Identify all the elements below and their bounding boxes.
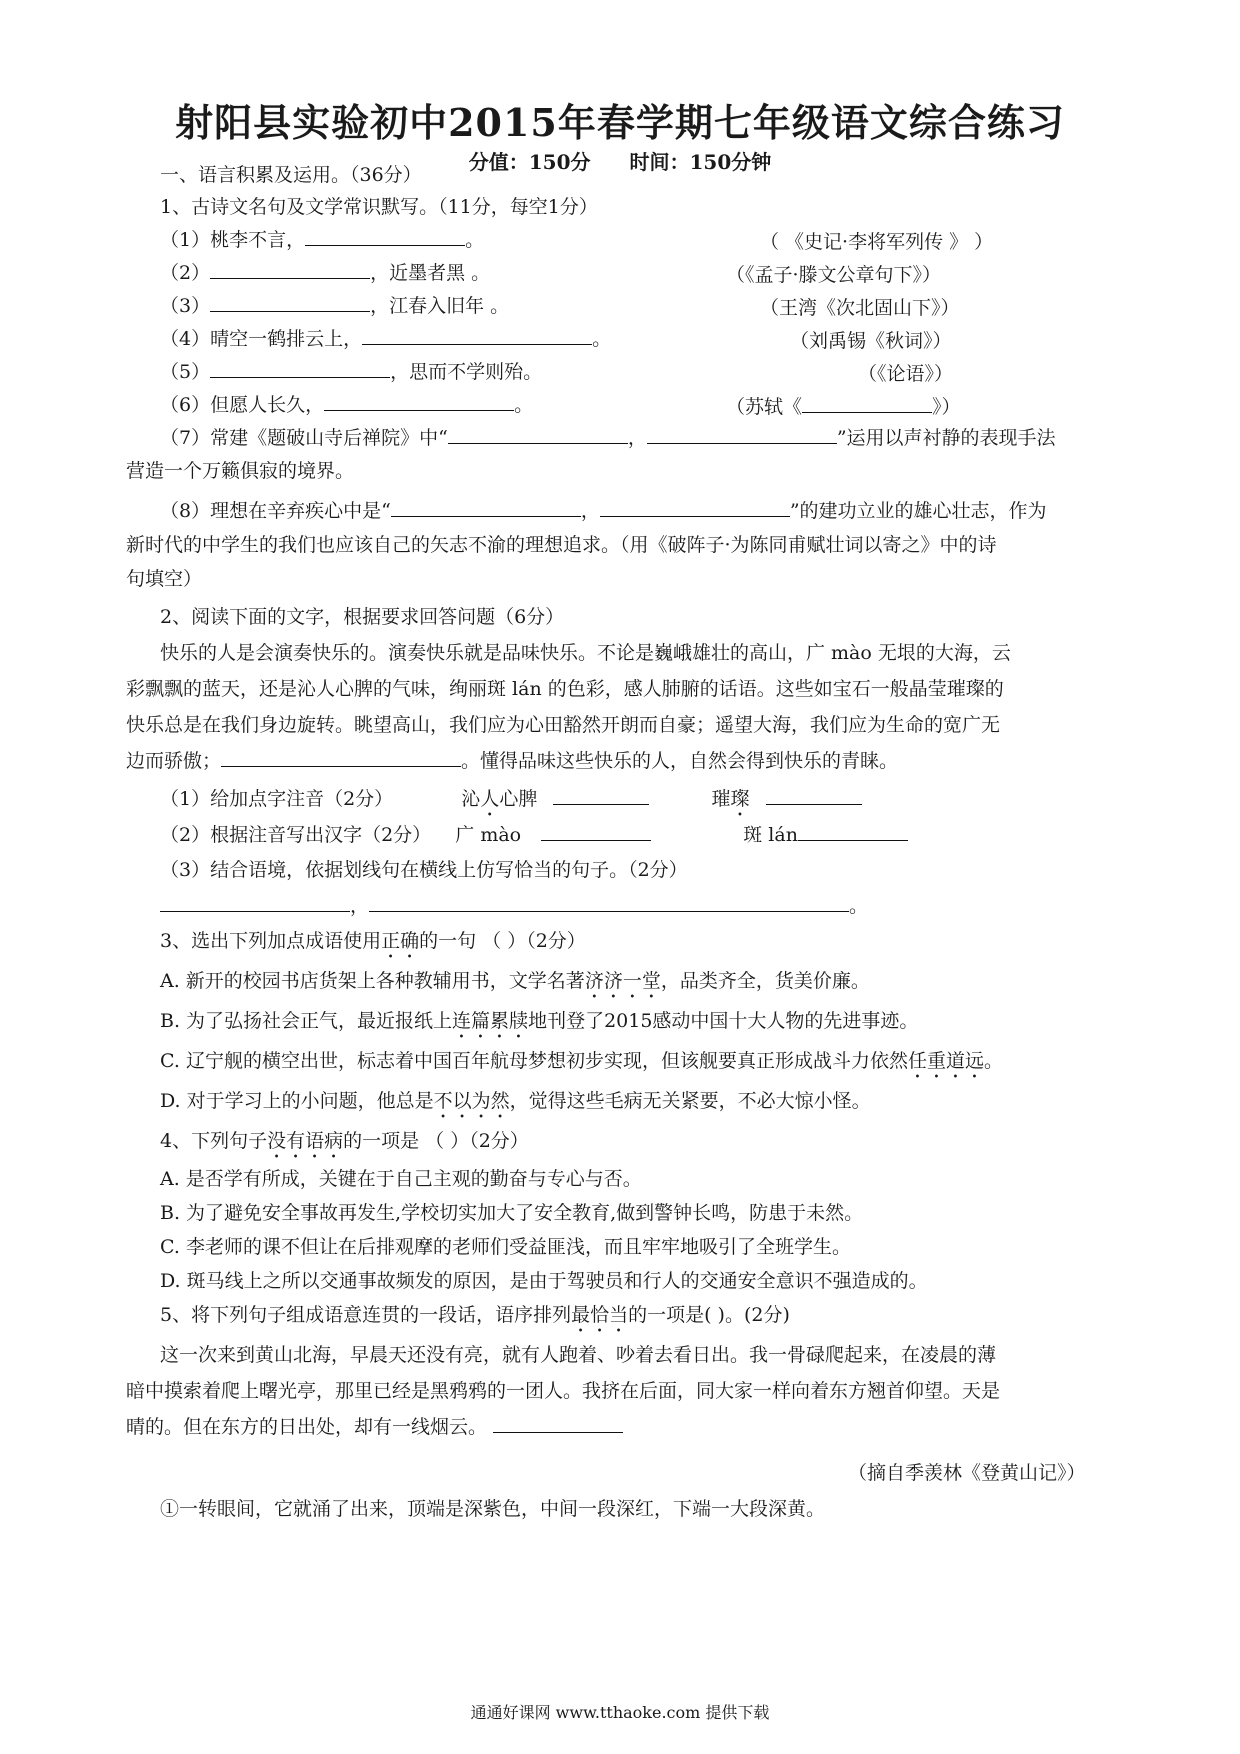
- q3-option-d[interactable]: D. 对于学习上的小问题，他总是不以为然，觉得这些毛病无关紧要，不必大惊小怪。: [160, 1090, 871, 1112]
- answer-blank[interactable]: [160, 893, 350, 912]
- q5-passage-line: 这一次来到黄山北海，早晨天还没有亮，就有人跑着、吵着去看日出。我一骨碌爬起来，在凌晨的薄: [160, 1344, 997, 1366]
- q2-passage-line: 彩飘飘的蓝天，还是沁人心脾的气味，绚丽斑 lán 的色彩，感人肺腑的话语。这些如宝石一般晶莹璀璨的: [126, 678, 1004, 700]
- answer-blank[interactable]: [221, 748, 461, 767]
- footer-credit: 通通好课网 www.tthaoke.com 提供下载: [470, 1703, 770, 1722]
- q3-option-c[interactable]: C. 辽宁舰的横空出世，标志着中国百年航母梦想初步实现，但该舰要真正形成战斗力依然任重道远。: [160, 1050, 1003, 1072]
- answer-blank[interactable]: [553, 786, 649, 805]
- score-label: 分值：150分: [468, 150, 591, 174]
- q1-source-6: （苏轼《 》）: [726, 396, 961, 418]
- q5-passage-line: 暗中摸索着爬上曙光亭，那里已经是黑鸦鸦的一团人。我挤在后面，同大家一样向着东方翘首仰望。天是: [126, 1380, 1001, 1402]
- q1-line-7-cont: 营造一个万籁俱寂的境界。: [126, 460, 355, 482]
- q1-source-4: （刘禹锡《秋词》）: [790, 330, 952, 352]
- q1-source-2: （《孟子·滕文公章句下》）: [726, 264, 942, 286]
- answer-blank[interactable]: [493, 1414, 623, 1433]
- answer-blank[interactable]: [324, 392, 514, 411]
- question-4-heading: 4、下列句子没有语病的一项是 （ ）（2分）: [160, 1130, 529, 1152]
- q1-line-6: （6）但愿人长久， 。: [160, 394, 534, 416]
- q2-sub-2: （2）根据注音写出汉字（2分） 广 mào 斑 lán: [160, 822, 1120, 848]
- q1-line-1: （1）桃李不言， 。: [160, 229, 485, 251]
- q1-line-3: （3） ，江春入旧年 。: [160, 295, 510, 317]
- question-3-heading: 3、选出下列加点成语使用正确的一句 （ ）（2分）: [160, 930, 586, 952]
- q1-line-7: （7）常建《题破山寺后禅院》中“ ， ”运用以声衬静的表现手法: [160, 427, 1056, 449]
- question-1-heading: 1、古诗文名句及文学常识默写。（11分，每空1分）: [160, 196, 598, 218]
- answer-blank[interactable]: [448, 425, 628, 444]
- page-title: 射阳县实验初中2015年春学期七年级语文综合练习: [175, 100, 1065, 145]
- answer-blank[interactable]: [210, 260, 370, 279]
- answer-blank[interactable]: [798, 822, 908, 841]
- answer-blank[interactable]: [391, 498, 581, 517]
- q2-passage-line: 快乐的人是会演奏快乐的。演奏快乐就是品味快乐。不论是巍峨雄壮的高山，广 mào 无垠的大海，云: [160, 642, 1011, 664]
- q4-option-b[interactable]: B. 为了避免安全事故再发生,学校切实加大了安全教育,做到警钟长鸣，防患于未然。: [160, 1202, 864, 1224]
- answer-blank[interactable]: [802, 394, 932, 413]
- q5-source: （摘自季羡林《登黄山记》）: [848, 1462, 1086, 1484]
- q1-source-3: （王湾《次北固山下》）: [760, 297, 960, 319]
- q1-line-4: （4）晴空一鹤排云上， 。: [160, 328, 612, 350]
- q3-option-a[interactable]: A. 新开的校园书店货架上各种教辅用书，文学名著济济一堂，品类齐全，货美价廉。: [160, 970, 870, 992]
- q5-passage-line: 晴的。但在东方的日出处，却有一线烟云。: [126, 1414, 1086, 1440]
- answer-blank[interactable]: [210, 293, 370, 312]
- answer-blank[interactable]: [369, 893, 849, 912]
- section-heading: 一、语言积累及运用。（36分）: [160, 164, 422, 186]
- q4-option-d[interactable]: D. 斑马线上之所以交通事故频发的原因，是由于驾驶员和行人的交通安全意识不强造成的。: [160, 1270, 928, 1292]
- answer-blank[interactable]: [210, 359, 390, 378]
- q1-line-8-cont: 新时代的中学生的我们也应该自己的矢志不渝的理想追求。（用《破阵子·为陈同甫赋壮词以寄之》中的诗: [126, 534, 997, 556]
- q2-passage-line: 边而骄傲； 。懂得品味这些快乐的人，自然会得到快乐的青睐。: [126, 750, 899, 772]
- answer-blank[interactable]: [305, 227, 465, 246]
- q1-source-1: （ 《史记·李将军列传 》 ）: [760, 231, 994, 253]
- q2-sub-3-answer: ， 。: [160, 893, 1120, 919]
- q1-line-5: （5） ，思而不学则殆。: [160, 361, 543, 383]
- answer-blank[interactable]: [600, 498, 790, 517]
- question-5-heading: 5、将下列句子组成语意连贯的一段话，语序排列最恰当的一项是( )。(2分): [160, 1304, 790, 1326]
- q2-passage-line: 快乐总是在我们身边旋转。眺望高山，我们应为心田豁然开朗而自豪；遥望大海，我们应为生命的宽广无: [126, 714, 1001, 736]
- q1-line-8-cont2: 句填空）: [126, 568, 203, 590]
- time-label: 时间：150分钟: [629, 150, 772, 174]
- q1-line-8: （8）理想在辛弃疾心中是“ ， ”的建功立业的雄心壮志，作为: [160, 500, 1047, 522]
- answer-blank[interactable]: [362, 326, 592, 345]
- q4-option-a[interactable]: A. 是否学有所成，关键在于自己主观的勤奋与专心与否。: [160, 1168, 642, 1190]
- q4-option-c[interactable]: C. 李老师的课不但让在后排观摩的老师们受益匪浅，而且牢牢地吸引了全班学生。: [160, 1236, 851, 1258]
- q2-sub-3: （3）结合语境，依据划线句在横线上仿写恰当的句子。（2分）: [160, 859, 688, 881]
- answer-blank[interactable]: [647, 425, 837, 444]
- q3-option-b[interactable]: B. 为了弘扬社会正气，最近报纸上连篇累牍地刊登了2015感动中国十大人物的先进事迹。: [160, 1010, 919, 1032]
- answer-blank[interactable]: [766, 786, 862, 805]
- q5-item-1: ①一转眼间，它就涌了出来，顶端是深紫色，中间一段深红，下端一大段深黄。: [160, 1498, 826, 1520]
- q2-sub-1: （1）给加点字注音（2分） 沁人心脾 璀璨: [160, 786, 1120, 821]
- answer-blank[interactable]: [541, 822, 651, 841]
- q1-line-2: （2） ，近墨者黑 。: [160, 262, 491, 284]
- question-2-heading: 2、阅读下面的文字，根据要求回答问题（6分）: [160, 606, 565, 628]
- q1-source-5: （《论语》）: [858, 363, 954, 385]
